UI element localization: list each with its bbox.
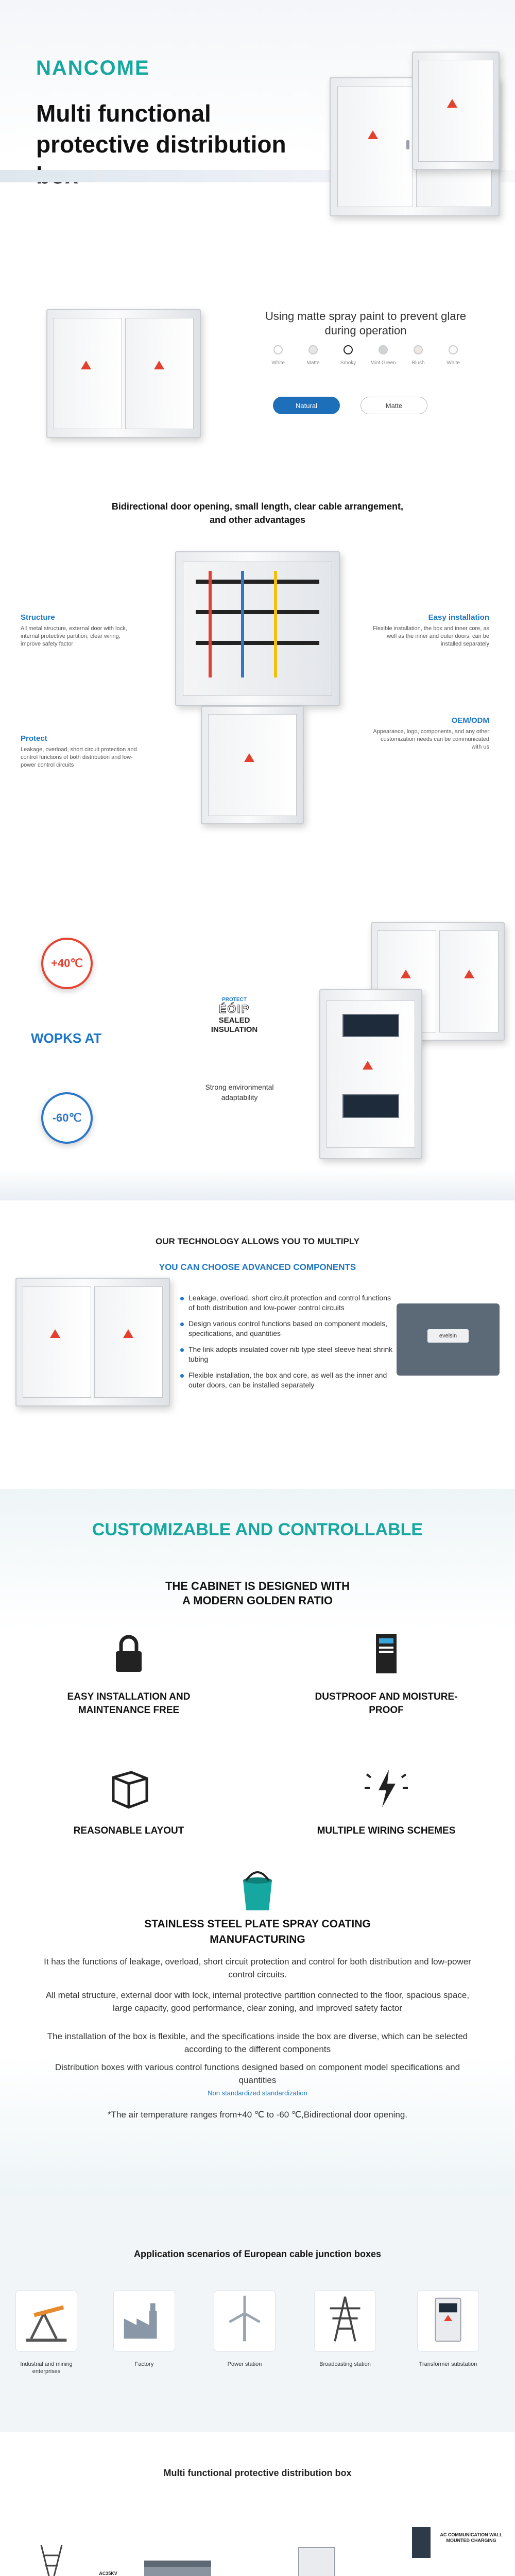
structure-section xyxy=(0,484,515,866)
finish-swatch[interactable]: Mint Green xyxy=(368,345,399,367)
coating-title: STAINLESS STEEL PLATE SPRAY COATING MANUFACTURING xyxy=(144,1918,371,1945)
coating-bucket-icon xyxy=(232,1865,283,1917)
adaptability-label: Strong environmental adaptability xyxy=(205,1083,274,1101)
custom-paragraph: Distribution boxes with various control functions designed based on component model specifications and quantities xyxy=(55,2062,460,2085)
diagram-title: Multi functional protective distribution box xyxy=(163,2468,352,2478)
page-title: Multi functional protective distribution xyxy=(36,100,286,158)
scenario-card: Transformer substation xyxy=(412,2290,484,2368)
tech-subheadline: YOU CAN CHOOSE ADVANCED COMPONENTS xyxy=(159,1262,356,1272)
tech-headline: OUR TECHNOLOGY ALLOWS YOU TO MULTIPLY xyxy=(155,1236,360,1246)
padlock-icon xyxy=(103,1628,154,1680)
natural-button[interactable]: Natural xyxy=(273,397,340,414)
scenario-card: Broadcasting station xyxy=(309,2290,381,2368)
scenarios-title: Application scenarios of European cable junction boxes xyxy=(133,2249,382,2259)
cabinet-image-hero-back xyxy=(412,52,500,170)
wind-turbine-icon xyxy=(214,2290,276,2352)
scenarios-section xyxy=(0,2195,515,2432)
paint-headline: Using matte spray paint to prevent glare during operation xyxy=(265,310,467,337)
finish-swatch-selected[interactable]: Smoky xyxy=(333,345,364,367)
hot-temperature-badge: +40℃ xyxy=(41,938,93,989)
list-item: Leakage, overload, short circuit protection and control functions of both distribution and low-power control circuits xyxy=(180,1293,397,1313)
custom-paragraph: All metal structure, external door with lock, internal protective partition connected to the floor, spacious space, large capacity, good performance, clear zoning, and improved safety factor xyxy=(45,1990,470,2013)
hero-section xyxy=(0,0,515,263)
custom-paragraph: The installation of the box is flexible, and the specifications inside the box are diverse, which can be selected according to the different components xyxy=(47,2031,468,2054)
custom-paragraph: It has the functions of leakage, overload, short circuit protection and control for both distribution and low-power control circuits. xyxy=(44,1957,471,1979)
matte-button[interactable]: Matte xyxy=(360,397,427,414)
tech-bullet-list xyxy=(180,1293,397,1396)
brand-logo: NANCOME xyxy=(36,57,150,79)
paint-finish-section xyxy=(0,263,515,484)
customizable-section xyxy=(0,1489,515,2195)
technology-section xyxy=(0,1221,515,1489)
list-item: Design various control functions based on component models, specifications, and quantities xyxy=(180,1319,397,1338)
cabinet-door-image xyxy=(201,706,304,824)
section-divider xyxy=(0,1170,515,1200)
transmission-tower-icon xyxy=(314,2290,376,2352)
works-at-label: WOPKS AT xyxy=(31,1030,102,1046)
feature-structure: Structure All metal structure, external door with lock, internal protective partition, clear wiring, improve safety factor xyxy=(21,613,127,647)
feature-protect: Protect Leakage, overload, short circuit protection and control functions of both distribution and low-power control circuits xyxy=(21,734,137,768)
feature-oem-odm: OEM/ODM Appearance, logo, components, and any other customization needs can be communicated with us xyxy=(373,716,489,750)
custom-subheading: THE CABINET IS DESIGNED WITH A MODERN GOLDEN RATIO xyxy=(165,1580,350,1607)
list-item: The link adopts insulated cover nib type steel sleeve heat shrink tubing xyxy=(180,1345,397,1364)
temperature-note: *The air temperature ranges from+40 ℃ to -60 ℃,Bidirectional door opening. xyxy=(107,2110,408,2120)
factory-icon xyxy=(113,2290,175,2352)
system-diagram xyxy=(0,2432,515,2576)
finish-swatch[interactable]: White xyxy=(263,345,294,367)
diagram-label: AC COMMUNICATION WALL MOUNTED CHARGING xyxy=(440,2532,503,2543)
cabinet-image-tech xyxy=(15,1278,170,1406)
diagram-label: AC35KV xyxy=(99,2571,117,2576)
standardization-note: Non standardized standardization xyxy=(208,2089,307,2097)
scenario-card: Power station xyxy=(209,2290,281,2368)
list-item: Flexible installation, the box and core, as well as the inner and outer doors, can be installed separately xyxy=(180,1370,397,1390)
lightning-icon xyxy=(360,1762,412,1814)
system-diagram-section xyxy=(0,2432,515,2576)
cabinet-image-temp-2 xyxy=(319,989,422,1159)
box-outline-icon xyxy=(103,1762,154,1814)
component-box-image xyxy=(397,1303,500,1376)
finish-swatch[interactable]: Blush xyxy=(403,345,434,367)
meter-box-icon xyxy=(417,2290,479,2352)
finish-swatch[interactable]: White xyxy=(438,345,469,367)
temperature-section xyxy=(0,866,515,1221)
custom-heading: CUSTOMIZABLE AND CONTROLLABLE xyxy=(92,1520,423,1539)
feature-layout: REASONABLE LAYOUT xyxy=(52,1762,206,1838)
cabinet-icon xyxy=(360,1628,412,1680)
feature-easy-installation: Easy installation Flexible installation, the box and inner core, as well as the inner and outer doors, can be installed separately xyxy=(372,613,489,647)
cold-temperature-badge: -60℃ xyxy=(41,1092,93,1144)
finish-swatch[interactable]: Matte xyxy=(298,345,329,367)
cabinet-image-paint xyxy=(46,309,201,438)
structure-title: Bidirectional door opening, small length, clear cable arrangement, and other advantages xyxy=(111,501,404,525)
cabinet-open-image xyxy=(175,551,340,706)
feature-easy-install: EASY INSTALLATION AND MAINTENANCE FREE xyxy=(52,1628,206,1717)
feature-wiring: MULTIPLE WIRING SCHEMES xyxy=(309,1762,464,1838)
finish-swatch-list xyxy=(263,345,469,367)
sealed-insulation-block: PROTECT ÉÓIP SEALED INSULATION xyxy=(211,997,258,1034)
feature-dustproof: DUSTPROOF AND MOISTURE-PROOF xyxy=(309,1628,464,1717)
scenario-card: Factory xyxy=(108,2290,180,2368)
component-label: evelsin xyxy=(427,1329,469,1343)
oil-pump-icon xyxy=(15,2290,77,2352)
scenario-card: Industrial and mining enterprises xyxy=(10,2290,82,2375)
